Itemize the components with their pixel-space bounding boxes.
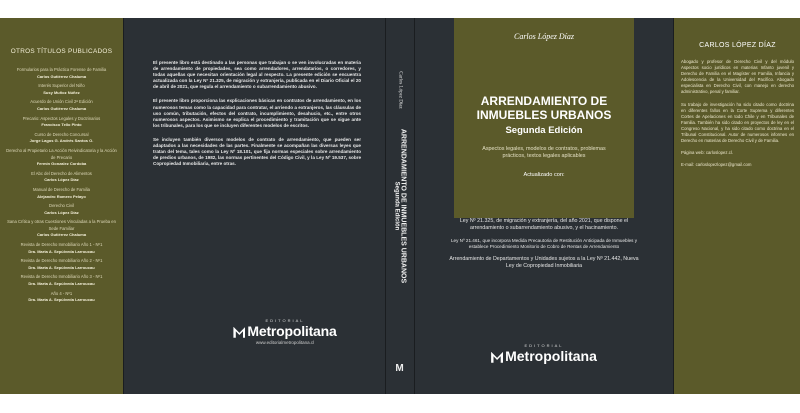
book-author: Alejandro Romero Pelayo bbox=[37, 193, 86, 199]
front-edition: Segunda Edición bbox=[505, 125, 583, 136]
book-author: Dra. Marta A. Sepúlveda Larroucau bbox=[28, 297, 95, 303]
other-titles-list bbox=[6, 67, 117, 304]
spine bbox=[385, 18, 414, 394]
update-item: Ley Nº 21.461, que incorpora Medida Precautoria de Restitución Anticipada de Inmuebles y establece Procedimiento Monitorio de Cobro de Rentas de Arrendamiento bbox=[450, 238, 638, 250]
left-flap bbox=[0, 18, 123, 394]
fold-line bbox=[123, 18, 124, 394]
publisher-name: Metropolitana bbox=[215, 323, 355, 339]
fold-line bbox=[673, 18, 674, 394]
publisher-label: EDITORIAL bbox=[524, 343, 564, 348]
front-author: Carlos López Díaz bbox=[454, 18, 634, 54]
update-item: Arrendamiento de Departamentos y Unidades sujetos a la Ley Nº 21.442, Nueva Ley de Copropiedad Inmobiliaria bbox=[449, 256, 639, 270]
spine-logo-icon: M bbox=[395, 363, 404, 374]
book-author: Carlos López Díaz bbox=[44, 209, 79, 215]
fold-line bbox=[385, 18, 386, 394]
book-title: Acuerdo de Unión Civil 2ª Edición bbox=[30, 99, 93, 105]
book-author: Carlos López Díaz bbox=[44, 177, 79, 183]
book-author: Carlos Gutiérrez Chaluma bbox=[36, 105, 87, 111]
update-item: Ley Nº 21.325, de migración y extranjería, del año 2021, que dispone el arrendamiento o subarrendamiento abusivo, y el hacinamiento. bbox=[459, 218, 629, 231]
fold-line bbox=[414, 18, 415, 394]
book-title: Manual de Derecho de Familia bbox=[32, 186, 91, 192]
book-title: Interés Superior del Niño bbox=[38, 83, 85, 89]
front-publisher-logo bbox=[474, 343, 614, 364]
metropolitana-logo-icon bbox=[491, 352, 503, 363]
book-title: Sana Crítica y otras Cuestiones Vinculadas a la Prueba en Sede Familiar bbox=[7, 219, 116, 231]
book-author: Jorge Lagos G. Andrés Santos O. bbox=[29, 138, 94, 144]
front-subtitle: Aspectos legales, modelos de contratos, problemas prácticos, textos legales aplicables bbox=[482, 146, 606, 159]
book-author: Dra. Marta A. Sepúlveda Larroucau bbox=[28, 264, 95, 270]
book-author: Dra. Marta A. Sepúlveda Larroucau bbox=[28, 248, 95, 254]
front-updates bbox=[446, 218, 642, 276]
author-heading: CARLOS LÓPEZ DÍAZ bbox=[699, 42, 776, 49]
publisher-name: Metropolitana bbox=[474, 348, 614, 364]
other-titles-heading: OTROS TÍTULOS PUBLICADOS bbox=[10, 48, 113, 55]
spine-author: Carlos López Díaz bbox=[397, 71, 402, 109]
back-paragraph: El presente libro está destinado a las personas que trabajan o se ven involucradas en materia de arrendamiento de propiedades, sea como arrendadores, arrendatarios, o corredores, y todas aquellas que necesitan orientación legal al respecto. La presente edición se encuentra actualizada con la Ley N° 21.325, de migración y extranjería, publicada en el Diario Oficial el 20 de abril de 2021, que regula el arrendamiento o subarrendamiento abusivo. bbox=[153, 60, 361, 90]
back-paragraph: El presente libro proporciona las explicaciones básicas en contratos de arrendamiento, en los numerosos temas como la capacidad para contratar, el arriendo a extranjeros, las cláusulas de uso común, tributación, efectos del contrato, incumplimiento, desahucio, etc., entre otros numerosos aspectos. Asimismo se explica el procedimiento y tramitación que se sigue ante los tribunales, para los que se incluyen diferentes modelos de escritos. bbox=[153, 98, 361, 128]
book-author: Fermín Gonzalez Cordoba bbox=[36, 161, 87, 167]
author-email: E-mail: carloslopezlopez@gmail.com bbox=[681, 162, 752, 168]
book-author: Carlos Gutiérrez Chaluma bbox=[36, 73, 87, 79]
book-title: Precario: Aspectos Legales y Doctrinarios bbox=[22, 115, 101, 121]
book-title: Año 4 - Nº1 bbox=[50, 290, 73, 296]
author-bio: Su trabajo de investigación ha sido citado como doctrina en diferentes fallos en la Corte Suprema y diferentes Cortes de Apelaciones en todo Chile y en Tribunales de Familia. También ha sido citado en proyectos de ley en el Congreso Nacional, y ha sido citado como doctrina en el Tribunal Constitucional. Autor de numerosos informes en Derecho en materias de Derecho Civil y de Familia. bbox=[681, 101, 794, 144]
author-bio: Abogado y profesor de Derecho Civil y del módulo Aspectos socio jurídicos en materias Infanto juvenil y Derecho de Familia en el Magíster en Familia, Infancia y Adolescencia de la Universidad del Pacífico. Abogado especialista en Derecho Civil, con manejo en derecho administrativo, penal y familiar. bbox=[681, 59, 794, 95]
book-title: Curso de Derecho Concursal bbox=[34, 131, 89, 137]
spine-edition: Segunda Edición bbox=[393, 181, 399, 231]
front-title: ARRENDAMIENTO DE INMUEBLES URBANOS bbox=[476, 94, 612, 122]
publisher-url: www.editorialmetropolitana.cl bbox=[255, 340, 315, 345]
right-flap bbox=[673, 18, 800, 394]
book-title: Revista de Derecho Inmobiliario Año 1 - Nº1 bbox=[20, 242, 103, 248]
back-publisher-logo bbox=[215, 318, 355, 345]
spine-title bbox=[393, 129, 406, 283]
back-cover bbox=[123, 18, 385, 394]
book-title: Derecho al Propietario La Acción Reivindicatoria y la Acción de Precario bbox=[6, 147, 117, 160]
front-cover bbox=[414, 18, 673, 394]
book-author: Dra. Marta A. Sepúlveda Larroucau bbox=[28, 281, 95, 287]
book-author: Francisco Tello Pinto bbox=[41, 122, 82, 128]
book-author: Carlos Gutiérrez Chaluma bbox=[36, 232, 87, 238]
book-title: Derecho Civil bbox=[49, 203, 74, 209]
publisher-label: EDITORIAL bbox=[265, 318, 305, 323]
book-title: Revista de Derecho Inmobiliario Año 2 - Nº1 bbox=[20, 258, 103, 264]
book-title: Formularios para la Práctica Forense de Familia bbox=[16, 67, 107, 72]
book-title: El Abc del Derecho de Alimentos bbox=[31, 170, 92, 176]
back-paragraph: Se incluyen también diversos modelos de contrato de arrendamiento, que pueden ser adaptados a las necesidades de las partes. Finalmente se acompañan las diversas leyes que tratan del tema, tales como la Ley Nº 18.101, que fija normas especiales sobre arrendamiento de predios urbanos, de 1982, las normas pertinentes del Código Civil, y la Ley Nº 19.537, sobre Copropiedad Inmobiliaria, entre otras. bbox=[153, 136, 361, 167]
metropolitana-logo-icon bbox=[233, 327, 245, 338]
front-title-block bbox=[454, 54, 634, 218]
spine-title-text: ARRENDAMIENTO DE INMUEBLES URBANOS bbox=[399, 128, 406, 284]
book-title: Revista de Derecho Inmobiliario Año 3 - Nº1 bbox=[20, 274, 103, 280]
updated-label: Actualizado con: bbox=[523, 172, 565, 178]
author-website: Página web: carloslopez.cl. bbox=[681, 150, 734, 156]
book-author: Susy Muñoz Núñez bbox=[43, 89, 80, 95]
